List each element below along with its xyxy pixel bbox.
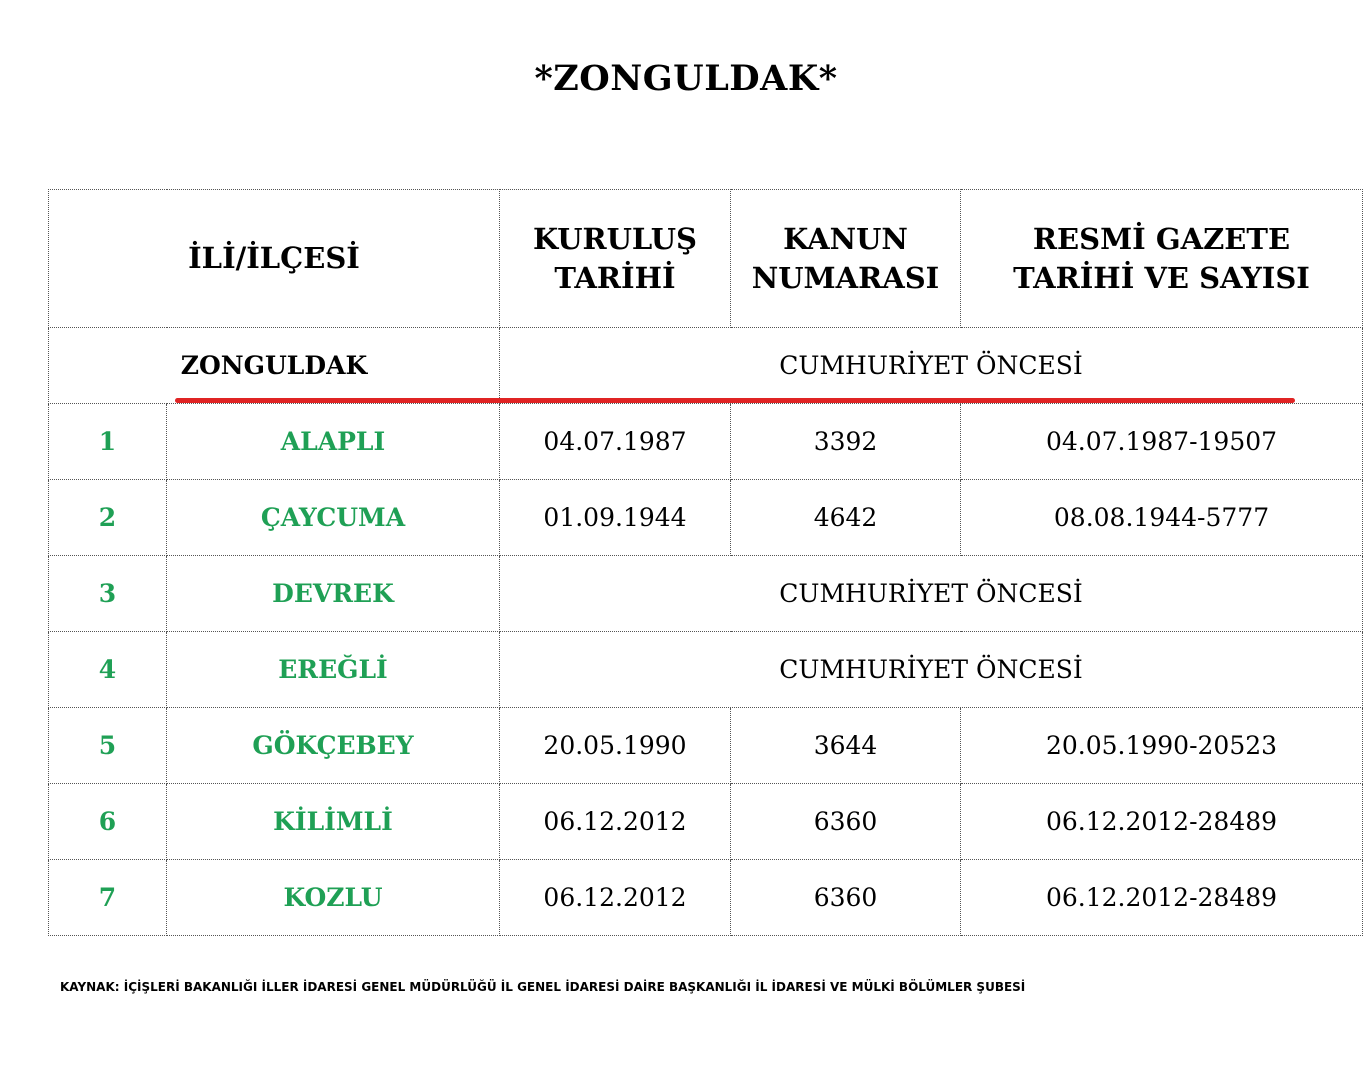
kurulus-tarihi: 06.12.2012: [500, 860, 731, 936]
source-note: KAYNAK: İÇİŞLERİ BAKANLIĞI İLLER İDARESİ GENEL MÜDÜRLÜĞÜ İL GENEL İDARESİ DAİRE BAŞKANLIĞI İL İDARESİ VE MÜLKİ BÖLÜMLER ŞUBESİ: [60, 980, 1026, 994]
table-row: [49, 784, 1363, 860]
row-number: 4: [49, 632, 167, 708]
kanun-numarasi: 3392: [731, 404, 961, 480]
resmi-gazete: 06.12.2012-28489: [961, 860, 1363, 936]
kanun-numarasi: 4642: [731, 480, 961, 556]
kurulus-tarihi: 01.09.1944: [500, 480, 731, 556]
kurulus-tarihi: 06.12.2012: [500, 784, 731, 860]
table-row: [49, 480, 1363, 556]
kanun-numarasi: 6360: [731, 784, 961, 860]
province-row: [49, 328, 1363, 404]
kurulus-tarihi: 20.05.1990: [500, 708, 731, 784]
district-name: KİLİMLİ: [167, 784, 500, 860]
row-number: 2: [49, 480, 167, 556]
row-number: 6: [49, 784, 167, 860]
kurulus-tarihi: 04.07.1987: [500, 404, 731, 480]
header-resmi-gazete: RESMİ GAZETE TARİHİ VE SAYISI: [961, 190, 1363, 328]
district-name: DEVREK: [167, 556, 500, 632]
district-name: EREĞLİ: [167, 632, 500, 708]
table-row: [49, 556, 1363, 632]
province-status: CUMHURİYET ÖNCESİ: [500, 328, 1363, 404]
district-status: CUMHURİYET ÖNCESİ: [500, 632, 1363, 708]
resmi-gazete: 06.12.2012-28489: [961, 784, 1363, 860]
table-row: [49, 708, 1363, 784]
red-underline: [175, 398, 1295, 403]
row-number: 7: [49, 860, 167, 936]
district-name: ALAPLI: [167, 404, 500, 480]
table-row: [49, 860, 1363, 936]
row-number: 3: [49, 556, 167, 632]
header-il-ilcesi: İLİ/İLÇESİ: [49, 190, 500, 328]
district-status: CUMHURİYET ÖNCESİ: [500, 556, 1363, 632]
district-name: ÇAYCUMA: [167, 480, 500, 556]
row-number: 1: [49, 404, 167, 480]
district-table: [48, 189, 1363, 936]
province-name: ZONGULDAK: [49, 328, 500, 404]
resmi-gazete: 08.08.1944-5777: [961, 480, 1363, 556]
row-number: 5: [49, 708, 167, 784]
kanun-numarasi: 6360: [731, 860, 961, 936]
page-title: *ZONGULDAK*: [534, 58, 838, 99]
header-row: [49, 190, 1363, 328]
resmi-gazete: 20.05.1990-20523: [961, 708, 1363, 784]
district-name: KOZLU: [167, 860, 500, 936]
table-row: [49, 404, 1363, 480]
resmi-gazete: 04.07.1987-19507: [961, 404, 1363, 480]
table-row: [49, 632, 1363, 708]
district-name: GÖKÇEBEY: [167, 708, 500, 784]
kanun-numarasi: 3644: [731, 708, 961, 784]
header-kurulus-tarihi: KURULUŞ TARİHİ: [500, 190, 731, 328]
header-kanun-numarasi: KANUN NUMARASI: [731, 190, 961, 328]
